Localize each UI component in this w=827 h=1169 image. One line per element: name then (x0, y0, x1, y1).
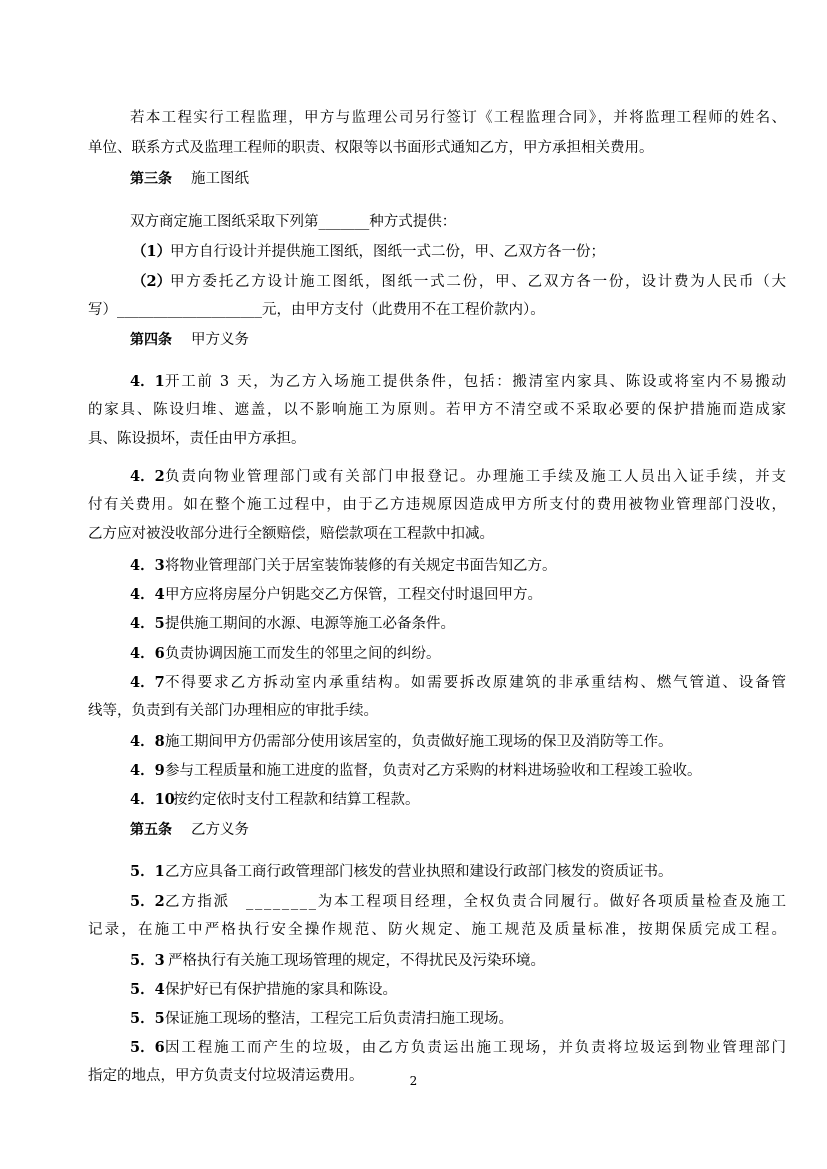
paragraph-line: 负责向物业管理部门或有关部门申报登记。办理施工手续及施工人员出入证手续，并支 (165, 469, 788, 485)
paragraph-line: 双方商定施工图纸采取下列第_______种方式提供： (130, 214, 457, 230)
paragraph-line: 甲方自行设计并提供施工图纸，图纸一式二份，甲、乙双方各一份； (170, 244, 605, 260)
paragraph-line: 开工前 3 天，为乙方入场施工提供条件，包括：搬清室内家具、陈设或将室内不易搬动 (165, 374, 788, 390)
paragraph-line: 甲方义务 (191, 332, 249, 348)
article-heading: 第三条 (130, 171, 172, 187)
paragraph-line: 提供施工期间的水源、电源等施工必备条件。 (165, 616, 455, 632)
paragraph-line: 记录，在施工中严格执行安全操作规范、防火规定、施工规范及质量标准，按期保质完成工程。 (88, 922, 789, 938)
clause-number: （2） (132, 273, 172, 290)
paragraph-line: 负责协调因施工而发生的邻里之间的纠纷。 (165, 646, 441, 662)
paragraph-line: 甲方应将房屋分户钥匙交乙方保管，工程交付时退回甲方。 (165, 587, 542, 603)
paragraph-line: 若本工程实行工程监理，甲方与监理公司另行签订《工程监理合同》，并将监理工程师的姓名、 (130, 110, 788, 126)
paragraph-line: 单位、联系方式及监理工程师的职责、权限等以书面形式通知乙方，甲方承担相关费用。 (88, 140, 654, 156)
paragraph-line: 按约定依时支付工程款和结算工程款。 (173, 792, 420, 808)
clause-number: 4．9 (130, 762, 165, 779)
paragraph-line: 写）____________________元，由甲方支付（此费用不在工程价款内）。 (88, 302, 545, 318)
clause-number: 5．1 (130, 863, 165, 880)
paragraph-line: 乙方应具备工商行政管理部门核发的营业执照和建设行政部门核发的资质证书。 (165, 864, 673, 880)
clause-number: 5．3 (130, 952, 165, 969)
paragraph-line: 线等，负责到有关部门办理相应的审批手续。 (88, 703, 378, 719)
paragraph-line: 保护好已有保护措施的家具和陈设。 (165, 982, 397, 998)
paragraph-line: 保证施工现场的整洁，工程完工后负责清扫施工现场。 (165, 1011, 513, 1027)
clause-number: 4．10 (130, 791, 175, 808)
paragraph-line: 乙方义务 (191, 822, 249, 838)
clause-number: 4．6 (130, 645, 165, 662)
paragraph-line: 施工图纸 (191, 171, 249, 187)
paragraph-line: 严格执行有关施工现场管理的规定，不得扰民及污染环境。 (168, 953, 545, 969)
paragraph-line: 因工程施工而产生的垃圾，由乙方负责运出施工现场，并负责将垃圾运到物业管理部门 (165, 1040, 788, 1056)
paragraph-line: 甲方委托乙方设计施工图纸，图纸一式二份，甲、乙双方各一份，设计费为人民币（大 (170, 274, 788, 290)
paragraph-line: 参与工程质量和施工进度的监督，负责对乙方采购的材料进场验收和工程竣工验收。 (165, 763, 702, 779)
clause-number: 4．8 (130, 733, 165, 750)
paragraph-line: 具、陈设损坏，责任由甲方承担。 (88, 431, 306, 447)
clause-number: 4．7 (130, 674, 165, 691)
paragraph-line: 施工期间甲方仍需部分使用该居室的，负责做好施工现场的保卫及消防等工作。 (165, 734, 673, 750)
paragraph-line: 乙方应对被没收部分进行全额赔偿，赔偿款项在工程款中扣减。 (88, 526, 494, 542)
paragraph-line: 指定的地点，甲方负责支付垃圾清运费用。 (88, 1068, 364, 1084)
clause-number: 4．3 (130, 557, 165, 574)
paragraph-line: 乙方指派 ________为本工程项目经理，全权负责合同履行。做好各项质量检查及施工 (165, 894, 788, 910)
page-number: 2 (409, 1074, 418, 1088)
clause-number: 5．2 (130, 893, 165, 910)
article-heading: 第五条 (130, 822, 172, 838)
clause-number: 4．4 (130, 586, 165, 603)
clause-number: 4．5 (130, 615, 165, 632)
paragraph-line: 的家具、陈设归堆、遮盖，以不影响施工为原则。若甲方不清空或不采取必要的保护措施而造成家 (88, 402, 788, 418)
clause-number: 5．4 (130, 981, 165, 998)
clause-number: （1） (132, 243, 172, 260)
clause-number: 4．2 (130, 468, 165, 485)
paragraph-line: 将物业管理部门关于居室装饰装修的有关规定书面告知乙方。 (165, 558, 557, 574)
clause-number: 4．1 (130, 373, 165, 390)
article-heading: 第四条 (130, 332, 172, 348)
paragraph-line: 付有关费用。如在整个施工过程中，由于乙方违规原因造成甲方所支付的费用被物业管理部门没收， (88, 497, 788, 513)
clause-number: 5．5 (130, 1010, 165, 1027)
clause-number: 5．6 (130, 1039, 165, 1056)
paragraph-line: 不得要求乙方拆动室内承重结构。如需要拆改原建筑的非承重结构、燃气管道、设备管 (165, 675, 788, 691)
